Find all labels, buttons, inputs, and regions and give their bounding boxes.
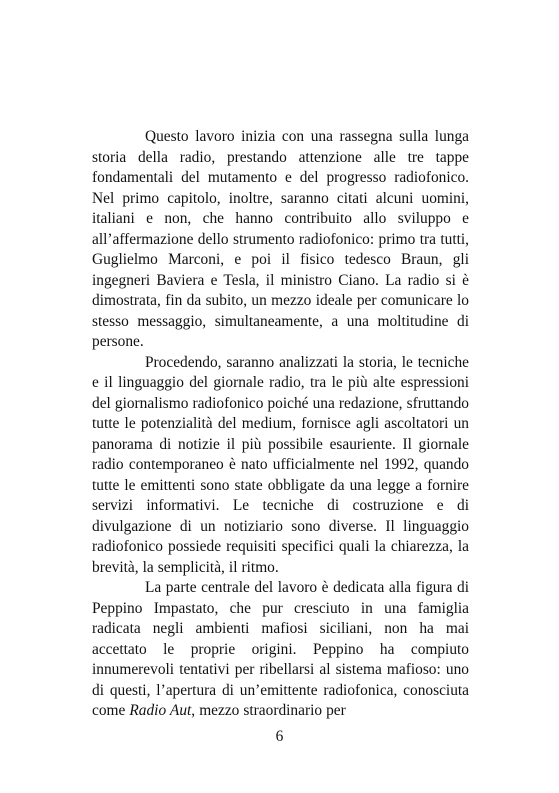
body-text [92,127,469,722]
paragraph-text: La parte centrale del lavoro è dedicata alla figura di Peppino Impastato, che pur cresciuto in una famiglia radicata negli ambienti mafiosi siciliani, non ha mai accettato le proprie origini. Peppino ha compiuto innumerevoli tentativi per ribellarsi al sistema mafioso: uno di questi, l’apertura di un’emittente radiofonica, conosciuta come [92,579,469,719]
page-number: 6 [275,728,284,745]
paragraph-text: Procedendo, saranno analizzati la storia, le tecniche e il linguaggio del giornale radio, tra le più alte espressioni del giornalismo radiofonico poiché una redazione, sfruttando tutte le potenzialità del medium, fornisce agli ascoltatori un panorama di notizie il più possibile esauriente. Il giornale radio contemporaneo è nato ufficialmente nel 1992, quando tutte le emittenti sono state obbligate da una legge a fornire servizi informativi. Le tecniche di costruzione e di divulgazione di un notiziario sono diverse. Il linguaggio radiofonico possiede requisiti specifici quali la chiarezza, la brevità, la semplicità, il ritmo. [92,353,469,576]
italic-title-radio-aut: Radio Aut [129,702,192,719]
paragraph-giornale-radio [92,353,469,579]
paragraph-text: Questo lavoro inizia con una rassegna sulla lunga storia della radio, prestando attenzione alle tre tappe fondamentali del mutamento e del progresso radiofonico. Nel primo capitolo, inoltre, saranno citati alcuni uomini, italiani e non, che hanno contribuito allo sviluppo e all’affermazione dello strumento radiofonico: primo tra tutti, Guglielmo Marconi, e poi il fisico tedesco Braun, gli ingegneri Baviera e Tesla, il ministro Ciano. La radio si è dimostrata, fin da subito, un mezzo ideale per comunicare lo stesso messaggio, simultaneamente, a una moltitudine di persone. [92,128,469,350]
paragraph-peppino-impastato [92,578,469,722]
paragraph-text: , mezzo straordinario per [191,702,346,719]
paragraph-radio-history [92,127,469,353]
